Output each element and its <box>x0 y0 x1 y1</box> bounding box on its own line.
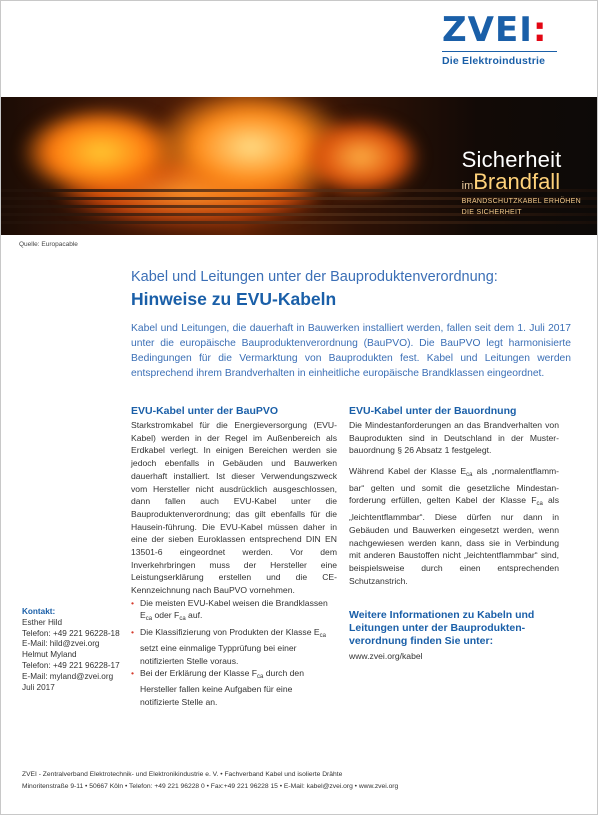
banner-title-main: Sicherheit <box>461 147 562 172</box>
right-column-text-2 <box>349 465 559 587</box>
contact-email-1[interactable]: E-Mail: hild@zvei.org <box>22 639 100 649</box>
contact-person-2: Helmut Myland <box>22 650 77 660</box>
footer-line-2: Minoritenstraße 9-11 • 50667 Köln • Telefon: +49 221 96228 0 • Fax:+49 221 96228 15 • E-Mail: kabel@zvei.org • www.zvei.org <box>22 783 399 790</box>
banner-title-im: im <box>461 180 474 192</box>
bullet-text: auf. <box>185 610 203 621</box>
banner-title <box>462 147 581 217</box>
logo-colon: : <box>532 10 548 50</box>
bullet-text: oder F <box>152 610 180 621</box>
contact-person-1: Esther Hild <box>22 617 63 627</box>
fire-banner-image <box>1 97 597 235</box>
subscript: ca <box>257 674 264 681</box>
subscript: ca <box>319 632 326 639</box>
contact-phone-1: Telefon: +49 221 96228-18 <box>22 628 120 638</box>
zvei-logo <box>442 10 557 67</box>
contact-date: Juli 2017 <box>22 682 55 692</box>
bullet-text: Die Klassifizierung von Produkten der Klasse E <box>140 626 320 637</box>
document-title-line2: Hinweise zu EVU-Kabeln <box>131 289 337 309</box>
intro-paragraph: Kabel und Leitungen, die dauerhaft in Bauwerken installiert werden, fallen seit dem 1. Juli 2017 unter die europäische Bauproduktenverordnung (BauPVO). Die BauPVO legt harmonisierte Bedingungen für die Vermarktung von Bauprodukten fest. Kabel und Leitungen werden entsprechend ihrem Brandverhalten in einheitliche europäische Brandklassen eingeordnet. <box>131 323 571 379</box>
banner-title-brand <box>462 169 581 195</box>
paragraph-text: als „leichtentflammbar“. Diese dürfen nur dann in Gebäuden und Bauwerken eingesetzt werden, wenn nachgewiesen werden kann, dass sie in Verbindung mit anderen Baustoffen nicht „leichtentflammbar“ sind, beispielsweise durch einen entsprechenden Schutzanstrich. <box>349 495 560 586</box>
subscript: ca <box>536 501 543 508</box>
document-title-line1: Kabel und Leitungen unter der Bauproduktenverordnung: <box>131 269 498 285</box>
bullet-item <box>131 626 331 667</box>
contact-block <box>22 607 130 693</box>
banner-subtitle-1: BRANDSCHUTZKABEL ERHÖHEN <box>461 198 581 205</box>
paragraph-text: als „normalentflamm-bar“ gelten und somit die gesetzliche Mindestan-forderung erfüllen, gelten Kabel der Klasse F <box>349 466 559 506</box>
bullet-text: Die meisten EVU-Kabel weisen die Brandklassen E <box>140 598 328 621</box>
banner-subtitle-2: DIE SICHERHEIT <box>461 209 522 216</box>
paragraph-text: Während Kabel der Klasse E <box>349 466 467 476</box>
subscript: ca <box>179 616 186 623</box>
footer-line-1: ZVEI - Zentralverband Elektrotechnik- und Elektronikindustrie e. V. • Fachverband Kabel und isolierte Drähte <box>22 771 343 778</box>
subscript: ca <box>145 616 153 623</box>
logo-rule <box>442 51 557 52</box>
logo-wordmark <box>442 10 557 50</box>
right-column-heading: EVU-Kabel unter der Bauordnung <box>349 405 517 417</box>
bullet-item <box>131 597 331 626</box>
bullet-text: Bei der Erklärung der Klasse F <box>140 668 258 679</box>
cable-line <box>1 221 597 224</box>
bullet-item <box>131 667 331 708</box>
flame-glow <box>301 117 421 197</box>
image-source-caption: Quelle: Europacable <box>19 241 78 248</box>
more-info-heading: Weitere Informationen zu Kabeln und Leitungen unter der Bauprodukten-verordnung finden Sie unter: <box>349 609 535 647</box>
logo-tagline: Die Elektroindustrie <box>442 55 546 67</box>
footer <box>22 769 582 793</box>
logo-word: ZVEI <box>442 10 533 50</box>
right-column-text-1: Die Mindestanforderungen an das Brandverhalten von Bauprodukten sind in Deutschland in der Muster-bauordnung § 26 Absatz 1 festgelegt. <box>349 420 559 456</box>
bullet-text: durch den Hersteller fallen keine Aufgaben für eine notifizierte Stelle an. <box>140 668 304 707</box>
left-column-text: Starkstromkabel für die Energieversorgung (EVU-Kabel) werden in der Regel im Außenbereich als Erdkabel verlegt. In einigen Bereichen werden sie jedoch ebenfalls in Gebäuden und Bauwerken dauerhaft installiert. Ist dieser Verwendungszweck vom Hersteller nicht ausdrücklich ausgeschlossen, dann fallen auch EVU-Kabel unter die Bauproduktenverordnung; das gilt ebenfalls für die Hausein-führung. Die EVU-Kabel müssen daher in eine der sieben Euroklassen entsprechend DIN EN 13501-6 eingeordnet werden. Vor dem Inverkehrbringen muss der Hersteller eine Leistungserklärung erstellen und die CE-Kennzeichnung nach BauPVO vornehmen. <box>131 420 337 596</box>
bullet-text: setzt eine einmalige Typprüfung bei einer notifizierten Stelle voraus. <box>140 643 297 666</box>
banner-title-brandfall: Brandfall <box>473 169 561 194</box>
contact-email-2[interactable]: E-Mail: myland@zvei.org <box>22 671 114 681</box>
left-column-heading: EVU-Kabel unter der BauPVO <box>131 405 279 417</box>
subscript: ca <box>466 472 473 478</box>
bullet-list <box>131 597 331 708</box>
more-info-link[interactable]: www.zvei.org/kabel <box>349 651 423 661</box>
contact-phone-2: Telefon: +49 221 96228-17 <box>22 660 120 670</box>
contact-heading: Kontakt: <box>22 607 56 616</box>
